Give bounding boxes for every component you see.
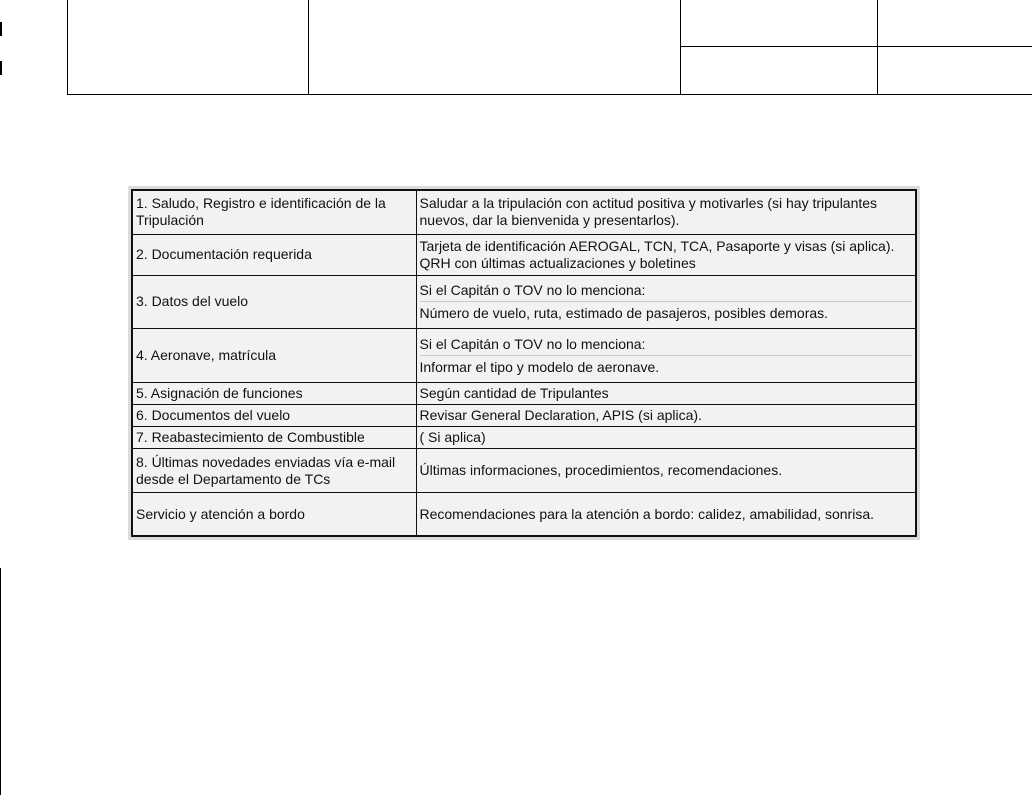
margin-mark: [0, 22, 2, 36]
header-cell: [681, 0, 878, 46]
checklist-details: [416, 190, 916, 234]
checklist-details: [416, 275, 916, 329]
table-row: [132, 493, 916, 536]
checklist-item: 2. Documentación requerida: [132, 234, 416, 275]
table-row: [132, 449, 916, 493]
table-row: [132, 275, 916, 329]
table-row: [132, 382, 916, 404]
detail-line: Según cantidad de Tripulantes: [419, 384, 609, 401]
detail-line: ( Si aplica): [419, 429, 486, 446]
checklist-details: [416, 382, 916, 404]
detail-line: Número de vuelo, ruta, estimado de pasajeros, posibles demoras.: [420, 301, 913, 322]
checklist-details: [416, 493, 916, 536]
header-cell: [878, 46, 1032, 94]
table-row: [132, 329, 916, 383]
checklist-details: [416, 449, 916, 493]
detail-line: Recomendaciones para la atención a bordo: calidez, amabilidad, sonrisa.: [419, 505, 874, 522]
detail-line: Tarjeta de identificación AEROGAL, TCN, TCA, Pasaporte y visas (si aplica). QRH con últimas actualizaciones y boletines: [419, 237, 895, 271]
margin-line: [0, 568, 1, 795]
checklist-image: [128, 186, 920, 540]
checklist-item: 3. Datos del vuelo: [132, 275, 416, 329]
detail-line: Si el Capitán o TOV no lo menciona:: [419, 335, 646, 352]
table-row: [132, 234, 916, 275]
checklist-details: [416, 427, 916, 449]
table-row: [132, 190, 916, 234]
briefing-checklist-table: [131, 189, 917, 537]
checklist-item: 5. Asignación de funciones: [132, 382, 416, 404]
checklist-details: [416, 329, 916, 383]
checklist-item: 1. Saludo, Registro e identificación de la Tripulación: [132, 190, 416, 234]
checklist-item: Servicio y atención a bordo: [132, 493, 416, 536]
header-cell: [309, 0, 681, 94]
detail-line: Saludar a la tripulación con actitud positiva y motivarles (si hay tripulantes nuevos, dar la bienvenida y presentarlos).: [419, 195, 878, 229]
table-row: [132, 427, 916, 449]
table-row: [132, 404, 916, 426]
checklist-item: 6. Documentos del vuelo: [132, 404, 416, 426]
header-cell: [878, 0, 1032, 46]
detail-line: Revisar General Declaration, APIS (si aplica).: [419, 407, 702, 424]
detail-line: Informar el tipo y modelo de aeronave.: [420, 355, 913, 376]
detail-line: Últimas informaciones, procedimientos, recomendaciones.: [419, 462, 783, 479]
margin-mark: [0, 61, 2, 75]
header-cell: [68, 0, 309, 94]
checklist-item: 4. Aeronave, matrícula: [132, 329, 416, 383]
detail-line: Si el Capitán o TOV no lo menciona:: [419, 281, 646, 298]
header-cell: [681, 46, 878, 94]
checklist-item: 7. Reabastecimiento de Combustible: [132, 427, 416, 449]
checklist-details: [416, 404, 916, 426]
document-header-table: [67, 0, 1032, 95]
checklist-details: [416, 234, 916, 275]
checklist-item: 8. Últimas novedades enviadas vía e-mail desde el Departamento de TCs: [132, 449, 416, 493]
